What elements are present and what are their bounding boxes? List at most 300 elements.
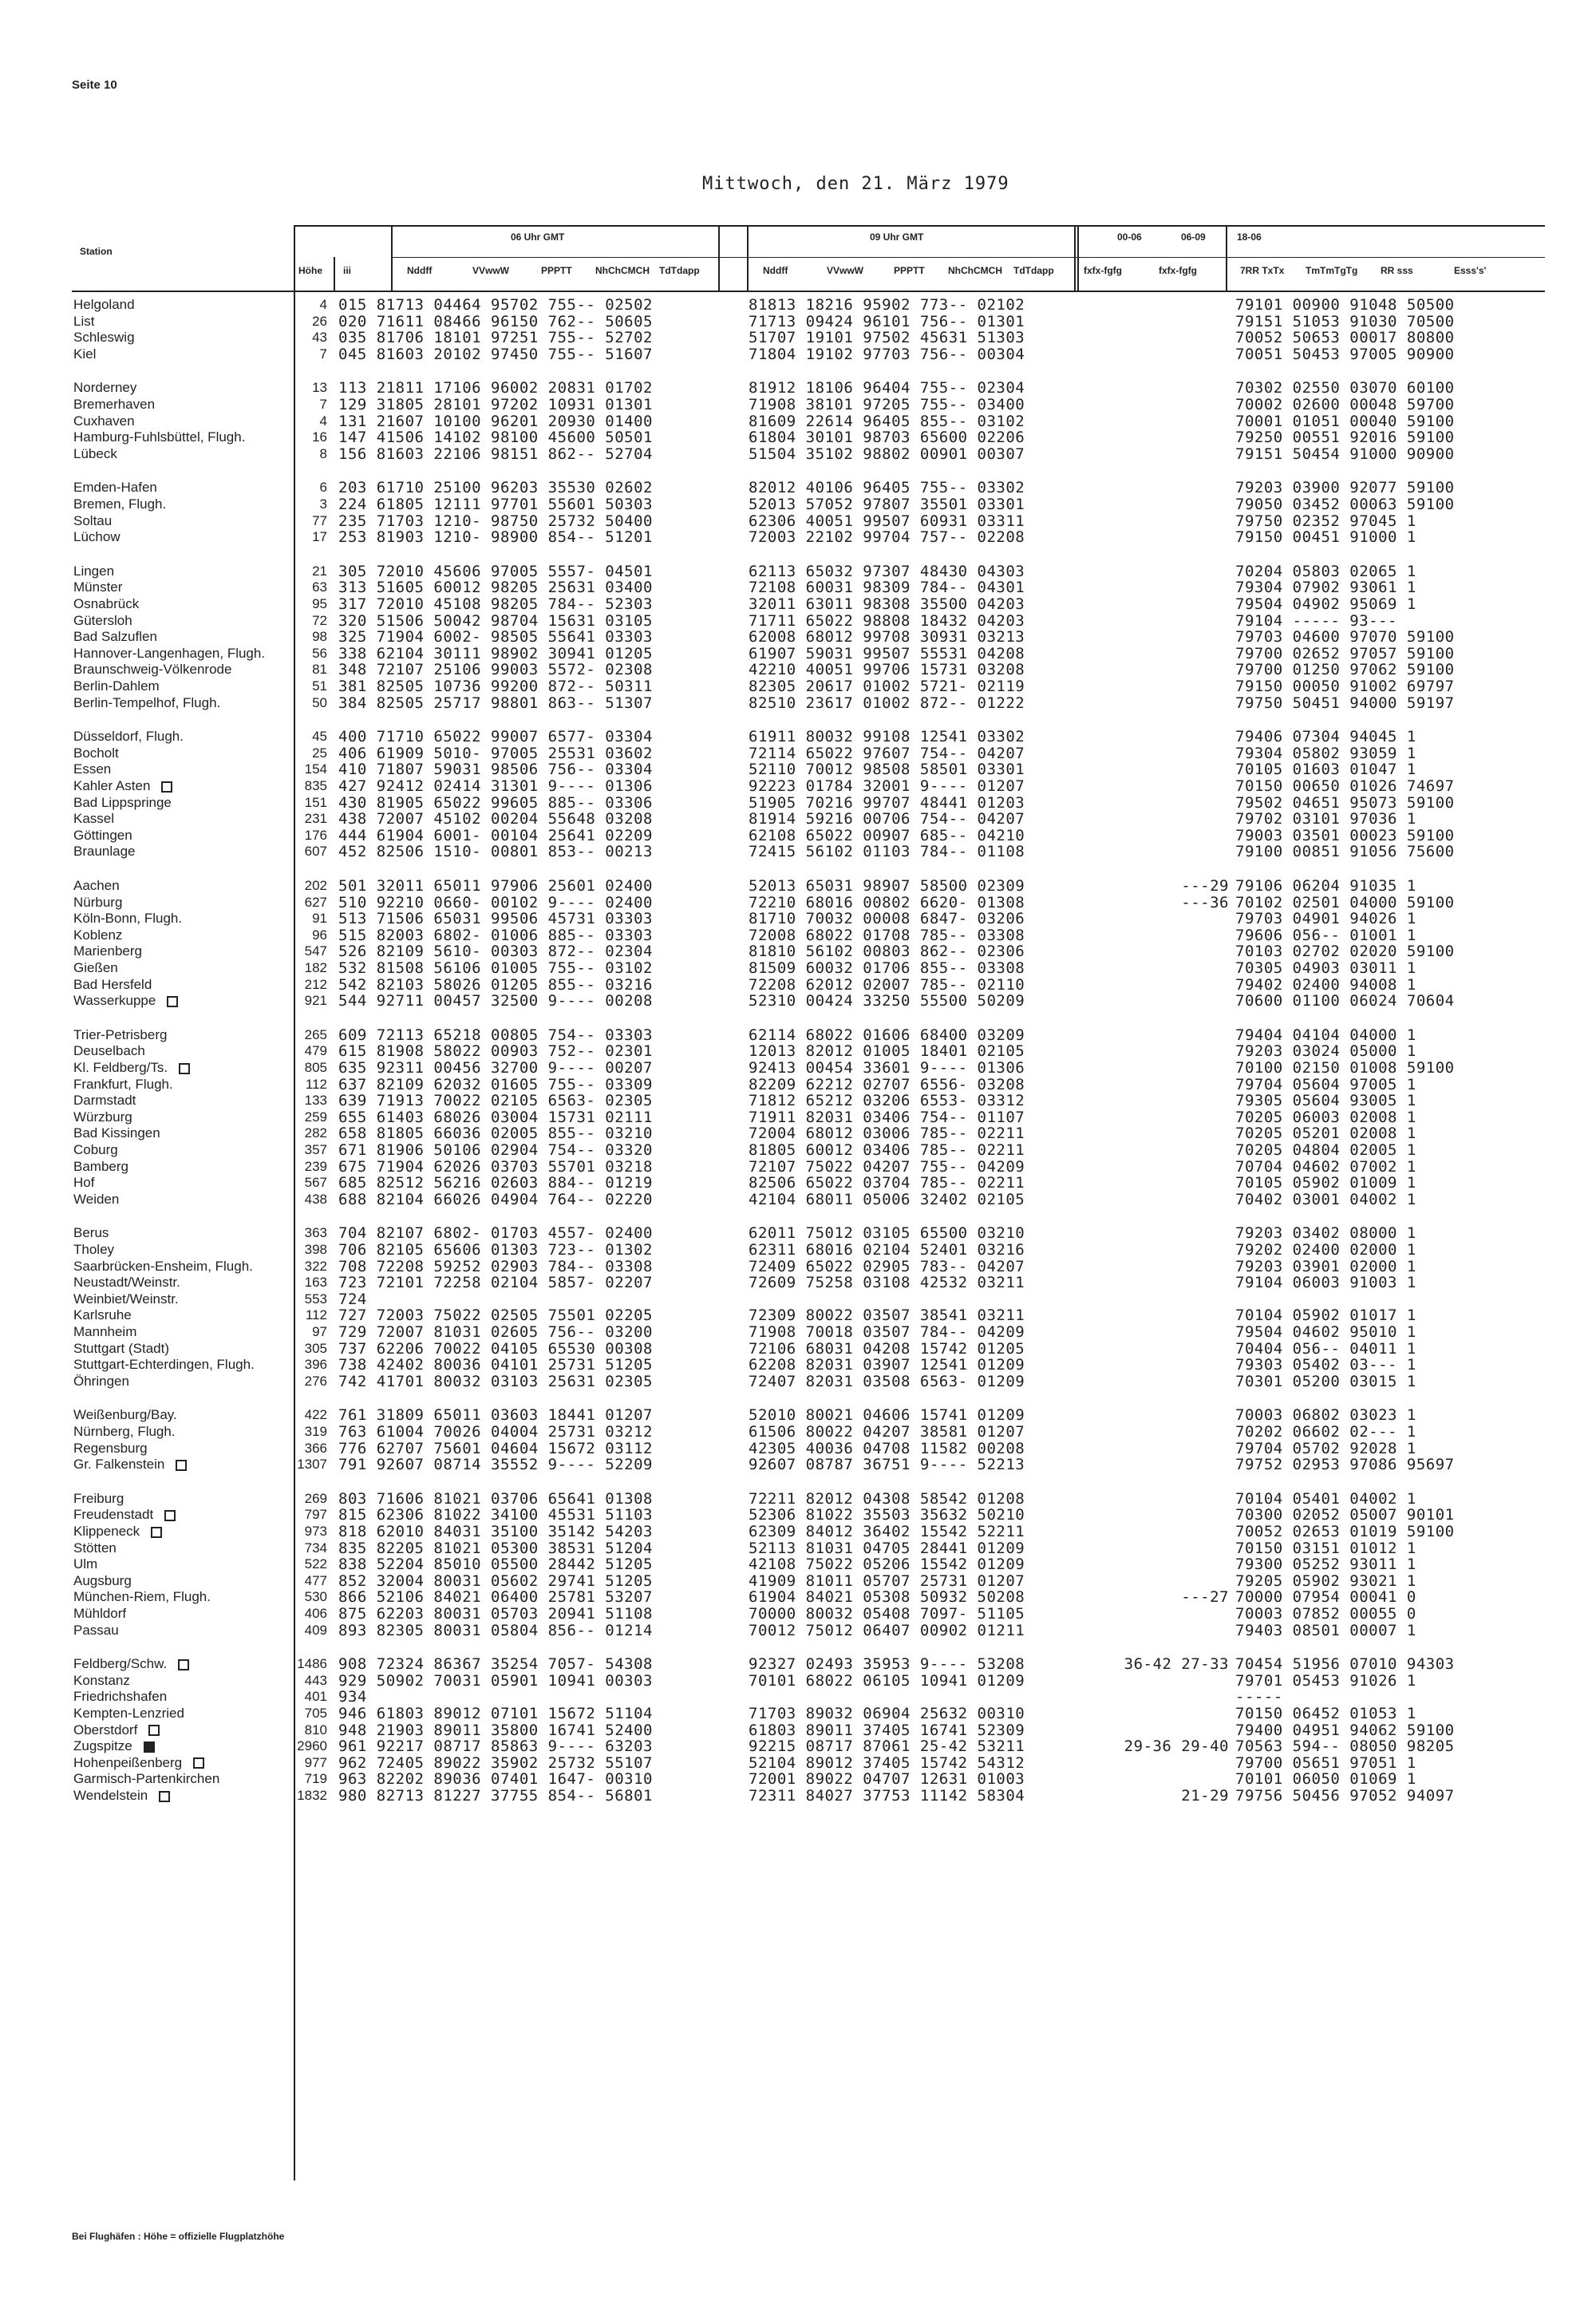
station-name xyxy=(73,397,155,412)
obs-18-group: 79700 05651 97051 1 xyxy=(1235,1753,1416,1772)
station-label: Hamburg-Fuhlsbüttel, Flugh. xyxy=(73,429,246,445)
obs-06-group: 791 92607 08714 35552 9---- 52209 xyxy=(338,1456,653,1474)
obs-06-group: 015 81713 04464 95702 755-- 02502 xyxy=(338,296,653,314)
station-name xyxy=(73,1507,176,1522)
obs-06-group: 655 61403 68026 03004 15731 02111 xyxy=(338,1108,653,1126)
station-label: Stuttgart (Stadt) xyxy=(73,1340,169,1356)
station-name xyxy=(73,878,120,893)
obs-06-group: 946 61803 89012 07101 15672 51104 xyxy=(338,1705,653,1722)
square-marker xyxy=(167,996,178,1007)
obs-09-group: 61904 84021 05308 50932 50208 xyxy=(749,1588,1025,1607)
obs-18-group: 70302 02550 03070 60100 xyxy=(1235,379,1455,397)
obs-18-group: 79400 04951 94062 59100 xyxy=(1235,1721,1455,1739)
obs-09-group: 72407 82031 03508 6563- 01209 xyxy=(749,1372,1025,1390)
station-height: 810 xyxy=(304,1722,327,1738)
station-name xyxy=(73,1027,167,1042)
station-height: 7 xyxy=(319,397,327,412)
obs-09-group: 42305 40036 04708 11582 00208 xyxy=(749,1439,1025,1457)
station-label: Bremen, Flugh. xyxy=(73,496,167,512)
obs-06-group: 444 61904 6001- 00104 25641 02209 xyxy=(338,826,653,844)
square-marker xyxy=(178,1659,189,1670)
station-label: Lübeck xyxy=(73,445,117,461)
obs-18-group: 79151 51053 91030 70500 xyxy=(1235,312,1455,330)
station-label: Bad Hersfeld xyxy=(73,976,152,992)
tmin-header: TmTmTgTg xyxy=(1306,265,1358,276)
obs-09-group: 72008 68022 01708 785-- 03308 xyxy=(749,926,1025,944)
obs-09-group: 72309 80022 03507 38541 03211 xyxy=(749,1307,1025,1325)
obs-06-group: 704 82107 6802- 01703 4557- 02400 xyxy=(338,1224,653,1243)
obs-06-group: 406 61909 5010- 97005 25531 03602 xyxy=(338,744,653,762)
station-label: Weiden xyxy=(73,1191,120,1207)
obs-18-group: 79504 04602 95010 1 xyxy=(1235,1323,1416,1341)
obs-18-group: 79300 05252 93011 1 xyxy=(1235,1556,1416,1574)
station-height: 98 xyxy=(312,629,327,645)
station-name xyxy=(73,1556,97,1572)
station-name xyxy=(73,1706,184,1721)
rtt-header: 7RR TxTx xyxy=(1240,265,1285,276)
station-label: Ulm xyxy=(73,1556,98,1572)
station-name xyxy=(73,596,139,611)
station-label: Osnabrück xyxy=(73,596,140,611)
tdtd-header-09: TdTdapp xyxy=(1013,265,1054,276)
obs-18-group: 70000 07954 00041 0 xyxy=(1235,1588,1416,1607)
obs-09-group: 72004 68012 03006 785-- 02211 xyxy=(749,1125,1025,1143)
station-name xyxy=(73,1457,187,1472)
station-label: Lüchow xyxy=(73,529,120,545)
obs-06-group: 893 82305 80031 05804 856-- 01214 xyxy=(338,1621,653,1639)
obs-06-group: 724 xyxy=(338,1290,367,1308)
station-label: Oberstdorf xyxy=(73,1722,138,1738)
station-label: Tholey xyxy=(73,1242,115,1257)
nddff-header-09: Nddff xyxy=(763,265,788,276)
station-label: Soltau xyxy=(73,512,113,528)
sub-header-rule xyxy=(391,257,1545,258)
obs-06-group: 381 82505 10736 99200 872-- 50311 xyxy=(338,678,653,695)
square-marker xyxy=(164,1510,176,1521)
obs-06-group: 875 62203 80031 05703 20941 51108 xyxy=(338,1605,653,1623)
station-label: Trier-Petrisberg xyxy=(73,1026,168,1042)
station-height: 81 xyxy=(312,662,327,678)
obs-18-group: 79106 06204 91035 1 xyxy=(1235,877,1416,895)
obs-09-group: 81813 18216 95902 773-- 02102 xyxy=(749,296,1025,314)
obs-09-group: 52306 81022 35503 35632 50210 xyxy=(749,1506,1025,1524)
station-height: 627 xyxy=(304,894,327,910)
obs-06-group: 635 92311 00456 32700 9---- 00207 xyxy=(338,1059,653,1077)
obs-09-group: 62208 82031 03907 12541 01209 xyxy=(749,1356,1025,1374)
obs-18-group: 70003 07852 00055 0 xyxy=(1235,1605,1416,1623)
obs-09-group: 82209 62212 02707 6556- 03208 xyxy=(749,1075,1025,1093)
station-name xyxy=(73,330,135,345)
station-height: 363 xyxy=(304,1225,327,1241)
station-label: Braunschweig-Völkenrode xyxy=(73,662,232,678)
station-label: Norderney xyxy=(73,380,137,396)
obs-06-group: 729 72007 81031 02605 756-- 03200 xyxy=(338,1323,653,1341)
obs-06-group: 866 52106 84021 06400 25781 53207 xyxy=(338,1588,653,1607)
station-height: 1486 xyxy=(297,1656,327,1672)
station-label: Aachen xyxy=(73,878,120,893)
station-name xyxy=(73,613,132,628)
tdtd-header-06: TdTdapp xyxy=(659,265,700,276)
obs-09-group: 72211 82012 04308 58542 01208 xyxy=(749,1489,1025,1508)
obs-06-group: 313 51605 60012 98205 25631 03400 xyxy=(338,579,653,597)
obs-18-group: 79502 04651 95073 59100 xyxy=(1235,793,1455,812)
station-height: 154 xyxy=(304,761,327,777)
station-label: Wasserkuppe xyxy=(73,993,156,1009)
obs-09-group: 71703 89032 06904 25632 00310 xyxy=(749,1705,1025,1722)
obs-09-group: 42210 40051 99706 15731 03208 xyxy=(749,661,1025,679)
obs-06-group: 147 41506 14102 98100 45600 50501 xyxy=(338,429,653,447)
obs-09-group: 72003 22102 99704 757-- 02208 xyxy=(749,528,1025,547)
station-name xyxy=(73,1424,176,1439)
nddff-header-06: Nddff xyxy=(407,265,433,276)
obs-06-group: 803 71606 81021 03706 65641 01308 xyxy=(338,1489,653,1508)
obs-09-group: 62114 68022 01606 68400 03209 xyxy=(749,1026,1025,1044)
station-height: 4 xyxy=(319,413,327,429)
station-label: Göttingen xyxy=(73,827,132,843)
obs-09-group: 72108 60031 98309 784-- 04301 xyxy=(749,579,1025,597)
station-label: Köln-Bonn, Flugh. xyxy=(73,911,183,927)
obs-06-group: 763 61004 70026 04004 25731 03212 xyxy=(338,1423,653,1441)
obs-06-group: 688 82104 66026 04904 764-- 02220 xyxy=(338,1190,653,1208)
station-name xyxy=(73,1606,126,1621)
obs-09-group: 42108 75022 05206 15542 01209 xyxy=(749,1556,1025,1574)
station-name xyxy=(73,496,166,512)
station-name xyxy=(73,1192,119,1207)
obs-06-group: 639 71913 70022 02105 6563- 02305 xyxy=(338,1092,653,1110)
obs-18-group: 79150 00050 91002 69797 xyxy=(1235,678,1455,695)
obs-06-group: 515 82003 6802- 01006 885-- 03303 xyxy=(338,926,653,944)
obs-18-group: 70202 06602 02--- 1 xyxy=(1235,1423,1416,1441)
obs-09-group: 71911 82031 03406 754-- 01107 xyxy=(749,1108,1025,1126)
station-height: 50 xyxy=(312,694,327,710)
extra-block-left-rule xyxy=(1077,225,1079,292)
obs-09-group: 81710 70032 00008 6847- 03206 xyxy=(749,910,1025,928)
station-height: 921 xyxy=(304,993,327,1009)
station-name xyxy=(73,1738,155,1753)
station-height: 63 xyxy=(312,579,327,595)
obs-09-group: 81509 60032 01706 855-- 03308 xyxy=(749,959,1025,977)
obs-06-group: 526 82109 5610- 00303 872-- 02304 xyxy=(338,943,653,961)
gmt06-header: 06 Uhr GMT xyxy=(511,231,565,243)
station-name xyxy=(73,695,220,710)
station-height: 3 xyxy=(319,496,327,512)
obs-06-group: 317 72010 45108 98205 784-- 52303 xyxy=(338,595,653,613)
obs-18-group: ----- xyxy=(1235,1688,1283,1706)
station-label: Emden-Hafen xyxy=(73,480,157,496)
station-name xyxy=(73,1125,160,1141)
obs-18-group: 70051 50453 97005 90900 xyxy=(1235,345,1455,363)
station-name xyxy=(73,678,160,694)
obs-06-group: 532 81508 56106 01005 755-- 03102 xyxy=(338,959,653,977)
station-name xyxy=(73,1689,167,1704)
obs-18-group: 70301 05200 03015 1 xyxy=(1235,1372,1416,1390)
obs-09-group: 62108 65022 00907 685-- 04210 xyxy=(749,826,1025,844)
station-name xyxy=(73,1573,132,1588)
obs-06-group: 671 81906 50106 02904 754-- 03320 xyxy=(338,1141,653,1159)
pppt-header-09: PPPTT xyxy=(894,265,925,276)
station-name xyxy=(73,745,119,761)
obs-18-group: 70052 02653 01019 59100 xyxy=(1235,1523,1455,1540)
obs-06-group: 708 72208 59252 02903 784-- 03308 xyxy=(338,1257,653,1275)
obs-18-group: 70104 05401 04002 1 xyxy=(1235,1489,1416,1508)
obs-09-group: 81805 60012 03406 785-- 02211 xyxy=(749,1141,1025,1159)
station-label: Weißenburg/Bay. xyxy=(73,1407,177,1423)
station-label: Würzburg xyxy=(73,1109,132,1125)
nhch-header-06: NhChCMCH xyxy=(595,265,650,276)
obs-09-group: 81609 22614 96405 855-- 03102 xyxy=(749,412,1025,430)
station-label: Regensburg xyxy=(73,1440,148,1456)
obs-06-group: 224 61805 12111 97701 55601 50303 xyxy=(338,496,653,513)
obs-09-group: 71908 70018 03507 784-- 04209 xyxy=(749,1323,1025,1341)
gust-extremes: 29-36 29-40 xyxy=(1124,1738,1229,1756)
station-height: 77 xyxy=(312,512,327,528)
station-height: 97 xyxy=(312,1324,327,1339)
station-height: 17 xyxy=(312,529,327,545)
station-name xyxy=(73,1341,169,1356)
obs-18-group: 70052 50653 00017 80800 xyxy=(1235,329,1455,347)
obs-09-group: 12013 82012 01005 18401 02105 xyxy=(749,1042,1025,1061)
obs-09-group: 61911 80032 99108 12541 03302 xyxy=(749,728,1025,746)
obs-18-group: 70150 06452 01053 1 xyxy=(1235,1705,1416,1722)
obs-18-group: 70001 01051 00040 59100 xyxy=(1235,412,1455,430)
station-height: 973 xyxy=(304,1524,327,1539)
obs-06-group: 427 92412 02414 31301 9---- 01306 xyxy=(338,777,653,795)
obs-06-group: 430 81905 65022 99605 885-- 03306 xyxy=(338,793,653,812)
block09-right-rule xyxy=(1074,225,1076,292)
obs-18-group: 70104 05902 01017 1 xyxy=(1235,1307,1416,1325)
obs-09-group: 72609 75258 03108 42532 03211 xyxy=(749,1274,1025,1292)
station-label: Münster xyxy=(73,579,123,595)
station-height: 112 xyxy=(305,1307,327,1323)
obs-09-group: 71711 65022 98808 18432 04203 xyxy=(749,611,1025,630)
obs-06-group: 348 72107 25106 99003 5572- 02308 xyxy=(338,661,653,679)
obs-06-group: 131 21607 10100 96201 20930 01400 xyxy=(338,412,653,430)
obs-09-group: 52113 81031 04705 28441 01209 xyxy=(749,1539,1025,1557)
station-label: Lingen xyxy=(73,563,115,579)
station-label: Düsseldorf, Flugh. xyxy=(73,729,184,745)
station-height: 1832 xyxy=(297,1788,327,1803)
obs-18-group: 79704 05604 97005 1 xyxy=(1235,1075,1416,1093)
period-1806-header: 18-06 xyxy=(1237,231,1262,243)
obs-18-group: 79304 07902 93061 1 xyxy=(1235,579,1416,597)
period-0006-header: 00-06 xyxy=(1117,231,1142,243)
obs-09-group: 72415 56102 01103 784-- 01108 xyxy=(749,843,1025,861)
obs-18-group: 79151 50454 91000 90900 xyxy=(1235,445,1455,463)
station-height: 797 xyxy=(304,1507,327,1523)
station-name xyxy=(73,346,96,362)
station-name xyxy=(73,778,172,793)
vvwww-header-06: VVwwW xyxy=(472,265,510,276)
station-name xyxy=(73,1589,211,1604)
obs-09-group: 82012 40106 96405 755-- 03302 xyxy=(749,479,1025,497)
station-name xyxy=(73,795,172,810)
station-label: Hannover-Langenhagen, Flugh. xyxy=(73,645,266,661)
station-name xyxy=(73,1722,160,1738)
station-height: 269 xyxy=(304,1490,327,1506)
obs-06-group: 305 72010 45606 97005 5557- 04501 xyxy=(338,562,653,580)
obs-06-group: 742 41701 80032 03103 25631 02305 xyxy=(338,1372,653,1390)
header-top-rule xyxy=(294,225,1545,227)
station-height: 133 xyxy=(304,1093,327,1109)
station-label: Klippeneck xyxy=(73,1524,140,1539)
station-height: 6 xyxy=(319,480,327,496)
obs-09-group: 82510 23617 01002 872-- 01222 xyxy=(749,694,1025,712)
station-height: 477 xyxy=(304,1572,327,1588)
obs-09-group: 82305 20617 01002 5721- 02119 xyxy=(749,678,1025,695)
filled-square-marker xyxy=(144,1742,155,1753)
obs-18-group: 79750 50451 94000 59197 xyxy=(1235,694,1455,712)
station-name xyxy=(73,844,136,859)
station-height: 151 xyxy=(304,794,327,810)
obs-09-group: 62008 68012 99708 30931 03213 xyxy=(749,628,1025,646)
page-number: Seite 10 xyxy=(72,78,117,92)
station-label: Nürnberg, Flugh. xyxy=(73,1424,176,1439)
station-name xyxy=(73,1407,177,1422)
station-name xyxy=(73,977,152,992)
station-name xyxy=(73,1540,117,1556)
obs-06-group: 253 81903 1210- 98900 854-- 51201 xyxy=(338,528,653,547)
station-name xyxy=(73,297,135,312)
obs-18-group: 70150 03151 01012 1 xyxy=(1235,1539,1416,1557)
obs-18-group: 79100 00851 91056 75600 xyxy=(1235,843,1455,861)
obs-06-group: 961 92217 08717 85863 9---- 63203 xyxy=(338,1738,653,1756)
station-label: München-Riem, Flugh. xyxy=(73,1589,211,1605)
station-height: 276 xyxy=(304,1373,327,1389)
pppt-header-06: PPPTT xyxy=(541,265,572,276)
obs-06-group: 320 51506 50042 98704 15631 03105 xyxy=(338,611,653,630)
obs-18-group: 70454 51956 07010 94303 xyxy=(1235,1655,1455,1674)
station-label: Stuttgart-Echterdingen, Flugh. xyxy=(73,1357,255,1373)
station-height: 182 xyxy=(304,960,327,975)
hoehe-header: Höhe xyxy=(298,265,322,276)
station-name xyxy=(73,1788,170,1803)
obs-09-group: 52010 80021 04606 15741 01209 xyxy=(749,1406,1025,1425)
obs-09-group: 52104 89012 37405 15742 54312 xyxy=(749,1753,1025,1772)
obs-06-group: 400 71710 65022 99007 6577- 03304 xyxy=(338,728,653,746)
obs-09-group: 62011 75012 03105 65500 03210 xyxy=(749,1224,1025,1243)
station-height: 21 xyxy=(312,563,327,579)
obs-09-group: 71804 19102 97703 756-- 00304 xyxy=(749,345,1025,363)
station-height: 96 xyxy=(312,927,327,943)
station-height: 398 xyxy=(304,1242,327,1257)
station-height: 607 xyxy=(304,844,327,860)
obs-09-group: 61506 80022 04207 38581 01207 xyxy=(749,1423,1025,1441)
gmt09-header: 09 Uhr GMT xyxy=(870,231,924,243)
station-label: Schleswig xyxy=(73,330,135,346)
station-height: 366 xyxy=(304,1440,327,1456)
obs-18-group: 79701 05453 91026 1 xyxy=(1235,1671,1416,1690)
obs-18-group: 79104 06003 91003 1 xyxy=(1235,1274,1416,1292)
obs-06-group: 129 31805 28101 97202 10931 01301 xyxy=(338,396,653,413)
obs-09-group: 72311 84027 37753 11142 58304 xyxy=(749,1787,1025,1805)
square-marker xyxy=(161,781,172,793)
obs-18-group: 70002 02600 00048 59700 xyxy=(1235,396,1455,413)
obs-18-group: 70205 05201 02008 1 xyxy=(1235,1125,1416,1143)
station-label: Öhringen xyxy=(73,1373,129,1389)
station-name xyxy=(73,380,136,395)
obs-18-group: 70404 056-- 04011 1 xyxy=(1235,1339,1416,1358)
obs-18-group: 79703 04600 97070 59100 xyxy=(1235,628,1455,646)
station-label: Gießen xyxy=(73,960,118,975)
station-label: Bamberg xyxy=(73,1158,128,1174)
station-label: Helgoland xyxy=(73,297,135,312)
station-label: Berlin-Dahlem xyxy=(73,678,160,694)
station-height: 443 xyxy=(304,1672,327,1688)
station-name xyxy=(73,1259,253,1274)
obs-18-group: 79702 03101 97036 1 xyxy=(1235,810,1416,828)
station-height: 319 xyxy=(304,1424,327,1439)
station-height: 25 xyxy=(312,745,327,761)
obs-18-group: 79402 02400 94008 1 xyxy=(1235,975,1416,994)
station-label: Hof xyxy=(73,1175,95,1191)
obs-06-group: 452 82506 1510- 00801 853-- 00213 xyxy=(338,843,653,861)
obs-09-group: 62311 68016 02104 52401 03216 xyxy=(749,1241,1025,1259)
obs-06-group: 761 31809 65011 03603 18441 01207 xyxy=(338,1406,653,1425)
obs-06-group: 384 82505 25717 98801 863-- 51307 xyxy=(338,694,653,712)
obs-18-group: 79700 01250 97062 59100 xyxy=(1235,661,1455,679)
station-height: 705 xyxy=(304,1706,327,1721)
obs-06-group: 045 81603 20102 97450 755-- 51607 xyxy=(338,345,653,363)
obs-18-group: 70704 04602 07002 1 xyxy=(1235,1157,1416,1176)
station-name xyxy=(73,662,231,677)
station-label: Essen xyxy=(73,761,112,777)
station-height: 91 xyxy=(312,911,327,927)
obs-06-group: 838 52204 85010 05500 28442 51205 xyxy=(338,1556,653,1574)
square-marker xyxy=(151,1527,162,1538)
vvwww-header-09: VVwwW xyxy=(827,265,864,276)
gust-header-1: fxfx-fgfg xyxy=(1084,265,1122,276)
obs-09-group: 42104 68011 05006 32402 02105 xyxy=(749,1190,1025,1208)
station-height: 8 xyxy=(319,445,327,461)
square-marker xyxy=(176,1460,187,1471)
obs-06-group: 980 82713 81227 37755 854-- 56801 xyxy=(338,1787,653,1805)
obs-09-group: 92215 08717 87061 25-42 53211 xyxy=(749,1738,1025,1756)
gust-extremes: ---36 xyxy=(1181,893,1229,911)
obs-09-group: 81810 56102 00803 862-- 02306 xyxy=(749,943,1025,961)
obs-09-group: 51504 35102 98802 00901 00307 xyxy=(749,445,1025,463)
station-name xyxy=(73,480,157,495)
station-label: Friedrichshafen xyxy=(73,1689,168,1705)
station-label: List xyxy=(73,313,95,329)
obs-09-group: 41909 81011 05707 25731 01207 xyxy=(749,1572,1025,1590)
obs-18-group: 70205 04804 02005 1 xyxy=(1235,1141,1416,1159)
station-label: Kl. Feldberg/Ts. xyxy=(73,1060,168,1075)
iii-header: iii xyxy=(343,265,352,276)
station-height: 305 xyxy=(304,1340,327,1356)
obs-09-group: 70101 68022 06105 10941 01209 xyxy=(749,1671,1025,1690)
station-height: 56 xyxy=(312,645,327,661)
station-height: 2960 xyxy=(297,1738,327,1754)
station-name xyxy=(73,1242,114,1257)
obs-06-group: 235 71703 1210- 98750 25732 50400 xyxy=(338,512,653,530)
obs-18-group: 70305 04903 03011 1 xyxy=(1235,959,1416,977)
hoehe-column-rule xyxy=(334,257,335,292)
station-name xyxy=(73,1225,109,1240)
square-marker xyxy=(159,1791,170,1802)
obs-09-group: 72114 65022 97607 754-- 04207 xyxy=(749,744,1025,762)
obs-18-group: 79404 04104 04000 1 xyxy=(1235,1026,1416,1044)
station-height: 522 xyxy=(304,1556,327,1572)
obs-09-group: 92607 08787 36751 9---- 52213 xyxy=(749,1456,1025,1474)
station-label: Passau xyxy=(73,1622,119,1638)
station-name xyxy=(73,1441,148,1456)
station-name xyxy=(73,1324,136,1339)
obs-06-group: 609 72113 65218 00805 754-- 03303 xyxy=(338,1026,653,1044)
obs-06-group: 544 92711 00457 32500 9---- 00208 xyxy=(338,992,653,1010)
obs-09-group: 72107 75022 04207 755-- 04209 xyxy=(749,1157,1025,1176)
obs-09-group: 61907 59031 99507 55531 04208 xyxy=(749,644,1025,662)
block06-left-rule xyxy=(391,225,393,292)
